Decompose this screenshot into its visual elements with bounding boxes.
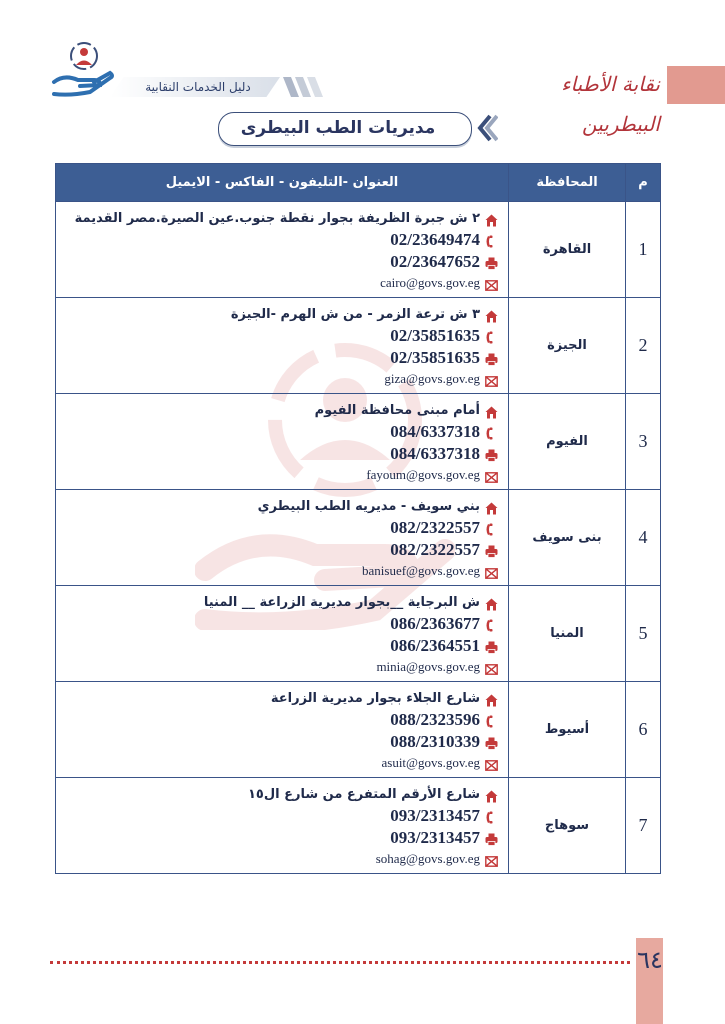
phone-number-line xyxy=(66,229,498,251)
guide-label: دليل الخدمات النقابية xyxy=(145,80,251,94)
phone-icon xyxy=(485,713,498,726)
contact-details xyxy=(56,778,509,874)
phone-number-line xyxy=(66,805,498,827)
governorate-name: الفيوم xyxy=(509,394,626,490)
row-number: 3 xyxy=(626,394,661,490)
phone-icon xyxy=(485,809,498,822)
email-link-line xyxy=(66,465,498,485)
fax-number-line xyxy=(66,635,498,657)
mail-icon xyxy=(485,661,498,674)
phone-icon xyxy=(485,329,498,342)
hand-service-icon xyxy=(50,38,114,100)
col-header-contact: العنوان -التليفون - الفاكس - الايميل xyxy=(56,164,509,202)
fax-number: 088/2310339 xyxy=(390,732,480,751)
email-link[interactable]: banisuef@govs.gov.eg xyxy=(362,563,480,578)
email-link-line xyxy=(66,273,498,293)
email-link[interactable]: asuit@govs.gov.eg xyxy=(381,755,480,770)
dotted-divider xyxy=(50,961,630,964)
home-icon xyxy=(485,500,498,513)
address-line xyxy=(66,496,498,517)
address: ٢ ش جبرة الظريفة بجوار نقطة جنوب.عين الصيرة.مصر القديمة xyxy=(74,211,480,226)
home-icon xyxy=(485,596,498,609)
email-link-line xyxy=(66,561,498,581)
fax-number: 02/35851635 xyxy=(390,348,480,367)
phone-icon xyxy=(485,617,498,630)
table-row xyxy=(56,490,661,586)
mail-icon xyxy=(485,469,498,482)
table-row xyxy=(56,394,661,490)
chevron-left-icon xyxy=(468,112,498,144)
corner-band xyxy=(667,66,725,104)
address: ش البرجاية __بجوار مديرية الزراعة __ المنيا xyxy=(203,595,480,610)
address: بني سويف - مديريه الطب البيطري xyxy=(257,499,480,514)
fax-icon xyxy=(485,447,498,460)
fax-icon xyxy=(485,543,498,556)
table-header-row xyxy=(56,164,661,202)
governorate-name: المنيا xyxy=(509,586,626,682)
address: شارع الجلاء بجوار مديرية الزراعة xyxy=(270,691,480,706)
contact-details xyxy=(56,586,509,682)
home-icon xyxy=(485,692,498,705)
address: شارع الأرقم المتفرع من شارع ال١٥ xyxy=(247,787,480,802)
row-number: 2 xyxy=(626,298,661,394)
email-link-line xyxy=(66,753,498,773)
fax-number: 086/2364551 xyxy=(390,636,480,655)
page-number: ٦٤ xyxy=(637,946,663,974)
fax-number: 084/6337318 xyxy=(390,444,480,463)
directorates-table xyxy=(55,163,661,874)
phone-number-line xyxy=(66,421,498,443)
governorate-name: أسيوط xyxy=(509,682,626,778)
phone-number-line xyxy=(66,709,498,731)
fax-number: 093/2313457 xyxy=(390,828,480,847)
fax-number-line xyxy=(66,539,498,561)
address-line xyxy=(66,784,498,805)
email-link-line xyxy=(66,849,498,869)
fax-number-line xyxy=(66,443,498,465)
table-row xyxy=(56,586,661,682)
email-link[interactable]: sohag@govs.gov.eg xyxy=(375,851,480,866)
phone-number-line xyxy=(66,517,498,539)
address-line xyxy=(66,304,498,325)
address: أمام مبنى محافظة الفيوم xyxy=(314,403,480,418)
fax-number-line xyxy=(66,347,498,369)
mail-icon xyxy=(485,565,498,578)
page-title: مديريات الطب البيطرى xyxy=(240,118,436,138)
address-line xyxy=(66,592,498,613)
governorate-name: بنى سويف xyxy=(509,490,626,586)
governorate-name: سوهاج xyxy=(509,778,626,874)
table-row xyxy=(56,778,661,874)
table-row xyxy=(56,298,661,394)
table-row xyxy=(56,682,661,778)
fax-number-line xyxy=(66,827,498,849)
email-link-line xyxy=(66,369,498,389)
fax-number-line xyxy=(66,731,498,753)
contact-details xyxy=(56,682,509,778)
email-link[interactable]: fayoum@govs.gov.eg xyxy=(366,467,480,482)
table-row xyxy=(56,202,661,298)
phone-number: 082/2322557 xyxy=(390,518,480,537)
phone-number: 084/6337318 xyxy=(390,422,480,441)
row-number: 5 xyxy=(626,586,661,682)
phone-number: 02/23649474 xyxy=(390,230,480,249)
address-line xyxy=(66,688,498,709)
fax-number: 082/2322557 xyxy=(390,540,480,559)
contact-details xyxy=(56,202,509,298)
email-link-line xyxy=(66,657,498,677)
home-icon xyxy=(485,404,498,417)
mail-icon xyxy=(485,853,498,866)
fax-icon xyxy=(485,639,498,652)
mail-icon xyxy=(485,277,498,290)
row-number: 4 xyxy=(626,490,661,586)
home-icon xyxy=(485,212,498,225)
address-line xyxy=(66,400,498,421)
row-number: 7 xyxy=(626,778,661,874)
col-header-num: م xyxy=(626,164,661,202)
col-header-governorate: المحافظة xyxy=(509,164,626,202)
contact-details xyxy=(56,394,509,490)
fax-icon xyxy=(485,831,498,844)
phone-number: 093/2313457 xyxy=(390,806,480,825)
email-link[interactable]: giza@govs.gov.eg xyxy=(384,371,480,386)
phone-number-line xyxy=(66,613,498,635)
phone-icon xyxy=(485,521,498,534)
row-number: 6 xyxy=(626,682,661,778)
fax-number-line xyxy=(66,251,498,273)
email-link[interactable]: minia@govs.gov.eg xyxy=(376,659,480,674)
syndicate-logo: نقابة الأطباء البيطريين xyxy=(561,72,660,136)
address: ٣ ش ترعة الزمر - من ش الهرم -الجيزة xyxy=(230,307,480,322)
row-number: 1 xyxy=(626,202,661,298)
fax-icon xyxy=(485,735,498,748)
governorate-name: القاهرة xyxy=(509,202,626,298)
governorate-name: الجيزة xyxy=(509,298,626,394)
mail-icon xyxy=(485,373,498,386)
home-icon xyxy=(485,788,498,801)
phone-number: 02/35851635 xyxy=(390,326,480,345)
fax-icon xyxy=(485,351,498,364)
fax-number: 02/23647652 xyxy=(390,252,480,271)
address-line xyxy=(66,208,498,229)
email-link[interactable]: cairo@govs.gov.eg xyxy=(380,275,480,290)
fax-icon xyxy=(485,255,498,268)
phone-icon xyxy=(485,425,498,438)
phone-number: 086/2363677 xyxy=(390,614,480,633)
home-icon xyxy=(485,308,498,321)
mail-icon xyxy=(485,757,498,770)
header-stripes xyxy=(283,77,323,97)
phone-number-line xyxy=(66,325,498,347)
phone-icon xyxy=(485,233,498,246)
contact-details xyxy=(56,298,509,394)
phone-number: 088/2323596 xyxy=(390,710,480,729)
contact-details xyxy=(56,490,509,586)
